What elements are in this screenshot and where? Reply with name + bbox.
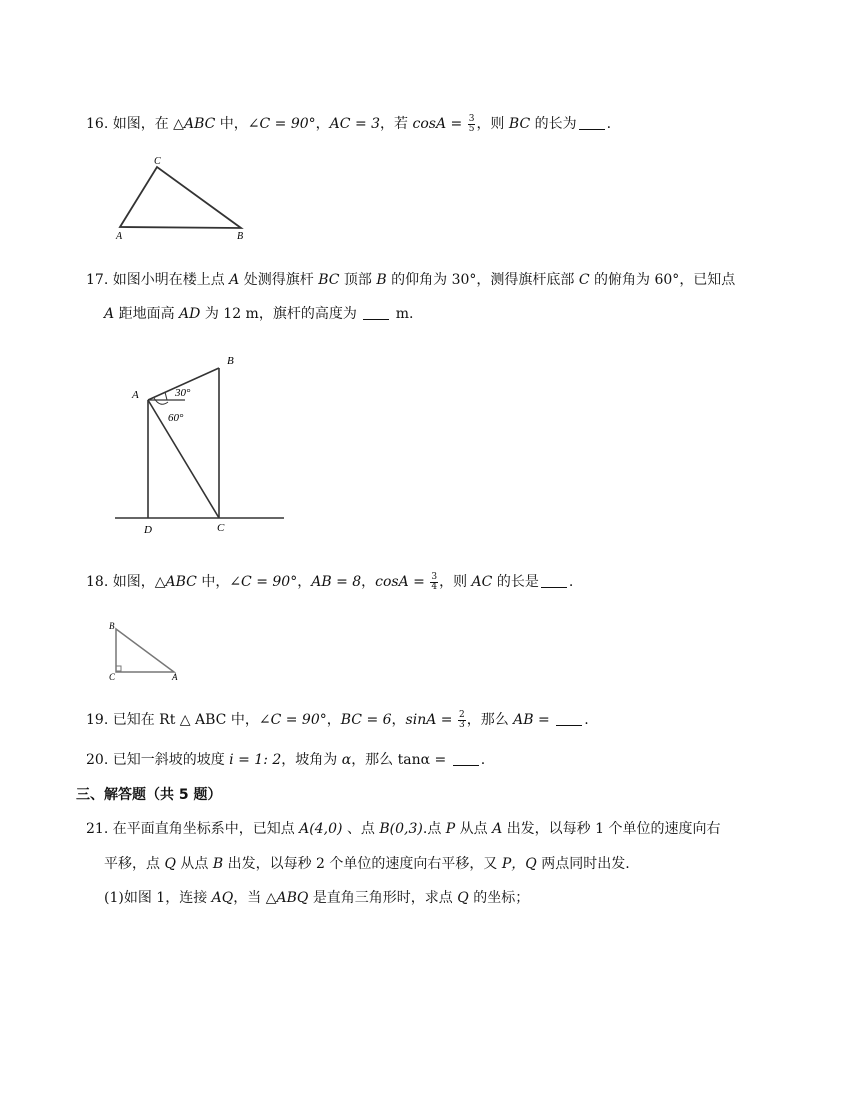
period: . bbox=[480, 752, 486, 768]
question-21-line-2 bbox=[104, 854, 630, 874]
question-text: 如图，在 bbox=[112, 116, 169, 132]
question-17-line-2 bbox=[104, 304, 413, 324]
math-slope: i = 1: 2 bbox=[229, 752, 282, 768]
math-triangle: △ bbox=[173, 116, 184, 132]
math-cos: cosA = bbox=[375, 574, 425, 590]
section-heading: 三、解答题（共 5 题） bbox=[76, 787, 222, 803]
math-60: 60° bbox=[654, 272, 680, 288]
math-height: 12 m bbox=[223, 306, 259, 322]
math-b: B bbox=[212, 856, 224, 872]
math-abq: △ABQ bbox=[265, 890, 309, 906]
math-rt-abc: Rt △ ABC bbox=[159, 712, 227, 728]
fraction bbox=[430, 573, 438, 592]
question-number: 16. bbox=[86, 116, 109, 132]
question-text: 中， bbox=[201, 574, 230, 590]
question-number: 20. bbox=[86, 752, 109, 768]
answer-blank[interactable] bbox=[363, 305, 389, 320]
question-21-sub-1 bbox=[104, 888, 529, 908]
question-text: ， bbox=[315, 116, 330, 132]
figure-18-triangle bbox=[104, 617, 184, 681]
label-d: D bbox=[144, 524, 152, 536]
question-19 bbox=[86, 710, 589, 730]
unit: m. bbox=[395, 306, 414, 322]
label-a: A bbox=[132, 389, 139, 401]
math-sin: sinA = bbox=[405, 712, 453, 728]
question-text: ，若 bbox=[380, 116, 409, 132]
question-text: 在平面直角坐标系中，已知点 bbox=[112, 821, 295, 837]
question-text: 个单位的速度向右 bbox=[608, 821, 721, 837]
question-text: ，则 bbox=[439, 574, 468, 590]
math-ab: AB = 8 bbox=[311, 574, 362, 590]
math-angle-c: ∠C = 90° bbox=[229, 574, 298, 590]
question-text: 顶部 bbox=[343, 272, 372, 288]
question-20 bbox=[86, 750, 485, 770]
label-a: A bbox=[172, 672, 178, 681]
question-text: 已知一斜坡的坡度 bbox=[112, 752, 225, 768]
triangle-shape bbox=[120, 167, 241, 228]
math-ab: AB = bbox=[513, 712, 550, 728]
label-b: B bbox=[237, 231, 244, 242]
label-b: B bbox=[109, 621, 115, 631]
fraction-numerator: 2 bbox=[458, 709, 465, 720]
question-text: 中， bbox=[230, 712, 259, 728]
fraction-denominator: 5 bbox=[468, 123, 475, 134]
question-text: 平移，点 bbox=[104, 856, 160, 872]
fraction-numerator: 3 bbox=[468, 113, 475, 124]
math-two: 2 bbox=[316, 856, 325, 872]
period: . bbox=[568, 574, 574, 590]
question-number: 19. bbox=[86, 712, 109, 728]
math-b: B bbox=[376, 272, 387, 288]
question-text: 的俯角为 bbox=[594, 272, 651, 288]
period: . bbox=[606, 116, 612, 132]
answer-blank[interactable] bbox=[453, 751, 479, 766]
question-text: .点 bbox=[422, 821, 442, 837]
question-text: ，那么 bbox=[466, 712, 509, 728]
label-b: B bbox=[227, 355, 234, 367]
angle-tick bbox=[165, 392, 167, 400]
math-ac: AC bbox=[471, 574, 493, 590]
figure-16-triangle bbox=[112, 154, 262, 244]
question-text: ，测得旗杆底部 bbox=[476, 272, 575, 288]
question-text: ， bbox=[297, 574, 312, 590]
question-text: 的仰角为 bbox=[391, 272, 448, 288]
label-c: C bbox=[109, 672, 116, 681]
question-text: 从点 bbox=[180, 856, 209, 872]
math-p: P bbox=[445, 821, 456, 837]
question-text: ，那么 bbox=[351, 752, 394, 768]
question-text: 的长是 bbox=[496, 574, 539, 590]
math-bc: BC bbox=[508, 116, 531, 132]
math-c: C bbox=[578, 272, 590, 288]
math-aq: AQ bbox=[211, 890, 234, 906]
question-text: ，坡角为 bbox=[281, 752, 338, 768]
math-ac: AC = 3 bbox=[329, 116, 381, 132]
math-a: A bbox=[492, 821, 503, 837]
question-text: 两点同时出发. bbox=[541, 856, 630, 872]
math-one: 1 bbox=[595, 821, 605, 837]
question-text: ， bbox=[326, 712, 341, 728]
math-bc: BC = 6 bbox=[340, 712, 392, 728]
math-cos: cosA = bbox=[412, 116, 463, 132]
fraction-numerator: 3 bbox=[431, 571, 438, 582]
question-number: 17. bbox=[86, 272, 109, 288]
question-text: 的坐标； bbox=[473, 890, 530, 906]
question-number: 18. bbox=[86, 574, 109, 590]
question-text: 出发，以每秒 bbox=[227, 856, 312, 872]
math-ad: AD bbox=[179, 306, 201, 322]
question-text: ， bbox=[391, 712, 406, 728]
math-30: 30° bbox=[451, 272, 477, 288]
question-number: 21. bbox=[86, 821, 109, 837]
label-30: 30° bbox=[175, 387, 191, 399]
question-text: 从点 bbox=[459, 821, 488, 837]
answer-blank[interactable] bbox=[556, 711, 582, 726]
fraction bbox=[458, 711, 466, 730]
label-c: C bbox=[154, 156, 161, 167]
math-q: Q bbox=[164, 856, 176, 872]
question-text: ，当 bbox=[233, 890, 262, 906]
question-text: 、点 bbox=[346, 821, 375, 837]
math-angle-c: ∠C = 90° bbox=[258, 712, 327, 728]
math-a: A bbox=[104, 306, 115, 322]
math-a: A bbox=[229, 272, 240, 288]
label-60: 60° bbox=[168, 412, 184, 424]
line-ac bbox=[148, 400, 219, 518]
question-text: 出发，以每秒 bbox=[506, 821, 591, 837]
question-text: ，已知点 bbox=[679, 272, 736, 288]
fraction-denominator: 4 bbox=[431, 581, 438, 592]
figure-17-flagpole bbox=[110, 348, 295, 543]
question-text: 如图小明在楼上点 bbox=[112, 272, 225, 288]
period: . bbox=[584, 712, 589, 728]
question-text: 距地面高 bbox=[118, 306, 175, 322]
triangle-shape bbox=[116, 629, 174, 672]
question-text: 处测得旗杆 bbox=[243, 272, 314, 288]
math-bc: BC bbox=[318, 272, 340, 288]
question-text: 如图，△ bbox=[112, 574, 166, 590]
question-text: ，则 bbox=[476, 116, 505, 132]
question-text: ， bbox=[361, 574, 376, 590]
math-abc: ABC bbox=[183, 116, 216, 132]
math-abc: ABC bbox=[165, 574, 197, 590]
question-text: 为 bbox=[204, 306, 219, 322]
math-point-a: A(4,0) bbox=[299, 821, 343, 837]
math-q: Q bbox=[457, 890, 469, 906]
question-17-line-1 bbox=[86, 270, 735, 290]
question-text: 中， bbox=[219, 116, 248, 132]
question-16 bbox=[86, 114, 611, 134]
answer-blank[interactable] bbox=[541, 573, 567, 588]
math-angle-c: ∠C = 90° bbox=[247, 116, 316, 132]
question-text: (1)如图 1，连接 bbox=[104, 890, 208, 906]
question-text: 个单位的速度向右平移，又 bbox=[329, 856, 498, 872]
question-text: ，旗杆的高度为 bbox=[258, 306, 357, 322]
question-18 bbox=[86, 572, 573, 592]
math-pq: P，Q bbox=[501, 856, 537, 872]
math-point-b: B(0,3) bbox=[379, 821, 423, 837]
fraction-denominator: 3 bbox=[458, 719, 465, 730]
question-text: 的长为 bbox=[534, 116, 577, 132]
question-21-line-1 bbox=[86, 819, 721, 839]
label-a: A bbox=[116, 231, 123, 242]
question-text: 已知在 bbox=[112, 712, 155, 728]
label-c: C bbox=[217, 522, 225, 534]
angle-arc bbox=[154, 398, 168, 404]
fraction bbox=[468, 115, 476, 134]
math-tan: tanα = bbox=[397, 752, 447, 768]
answer-blank[interactable] bbox=[579, 115, 605, 130]
math-alpha: α bbox=[341, 752, 352, 768]
question-text: 是直角三角形时，求点 bbox=[312, 890, 453, 906]
